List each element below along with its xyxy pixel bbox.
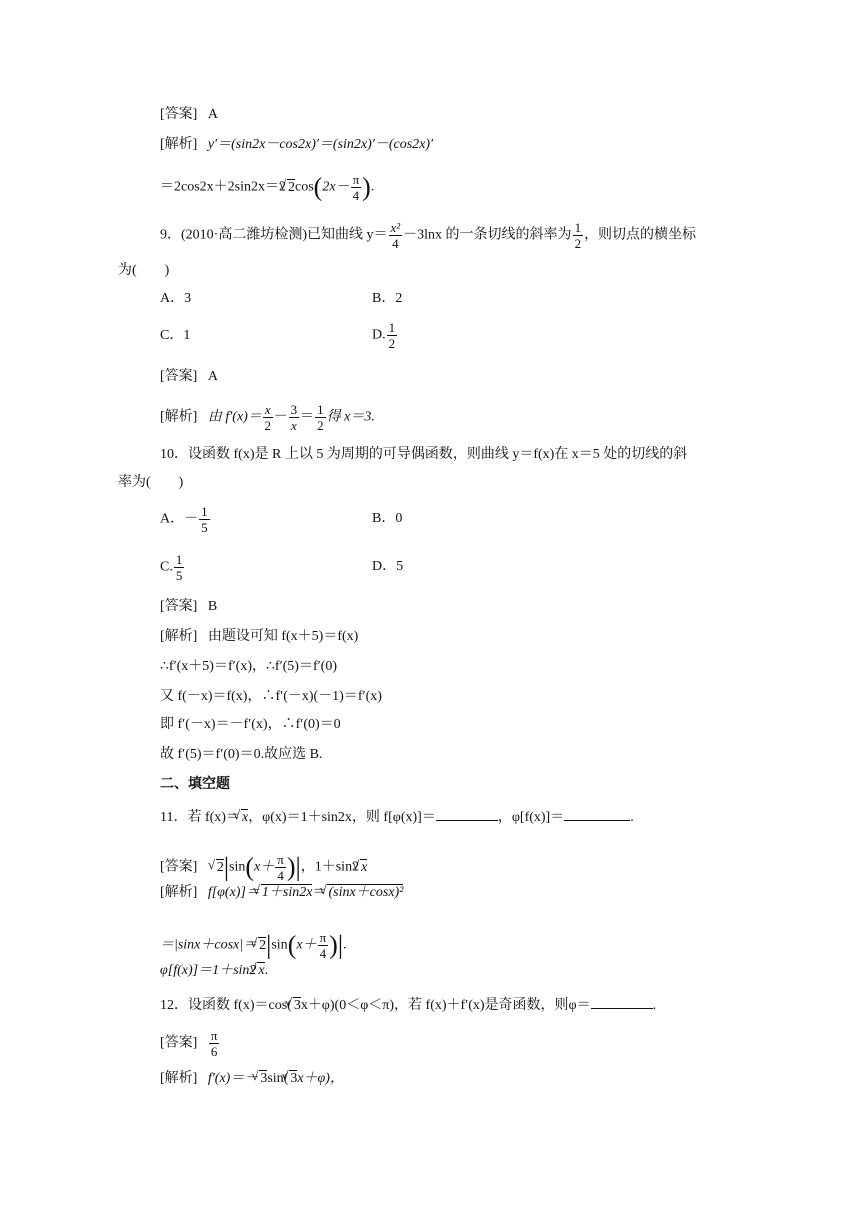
q11-analysis-2: ＝|sinx＋cosx|＝√ 2|sin(x＋ $\frac{\pi}{4}$ )|. [160,930,347,961]
q10-option-d[interactable]: D．5 [372,559,404,574]
derivative-expression: y′＝(sin2x－cos2x)′＝(sin2x)′－(cos2x)′ [207,137,434,152]
answer-value: A [207,107,218,122]
q9-stem: 9．(2010·高二潍坊检测)已知曲线 y＝ $\frac{\text{x²}}{4}$ －3lnx 的一条切线的斜率为 $\frac{1}{2}$ ，则切点的横坐标 [160,220,697,251]
q10-option-a[interactable]: A．－ $\frac{1}{5}$ [160,504,208,535]
fraction: $\frac{1}{5}$ [175,552,183,583]
fraction: $\frac{1}{2}$ [574,220,582,251]
q9-stem-line2: 为( ) [118,263,170,278]
q10-stem: 10．设函数 f(x)是 R 上以 5 为周期的可导偶函数，则曲线 y＝f(x)在 x＝5 处的切线的斜 [160,447,688,462]
q8-answer [160,106,218,124]
expression: ＝2cos2x＋2sin2x＝2 [160,179,286,195]
q12-stem: 12．设函数 f(x)＝cos(√ 3x＋φ)(0＜φ＜π)，若 f(x)＋f′(x)是奇函数，则φ＝ . [160,994,656,1015]
q8-analysis-line2: ＝2cos2x＋2sin2x＝2√ 2cos(2x－ $\frac{\pi}{4}$ ). [160,172,374,203]
q9-option-a[interactable]: A．3 [160,291,192,306]
section-heading: 二、填空题 [160,777,230,792]
q12-analysis: [解析] f′(x)＝－√ 3sin(√ 3x＋φ)， [160,1070,344,1088]
q10-analysis-3: 又 f(－x)＝f(x)，∴f′(－x)(－1)＝f′(x) [160,689,382,704]
q9-answer: [答案] A [160,369,218,384]
q10-option-b[interactable]: B．0 [372,511,403,526]
q11-analysis-1: [解析] f[φ(x)]＝√ 1＋sin2x＝√ (sinx＋cosx)² [160,884,403,902]
fraction: $\frac{\pi}{4}$ [352,172,360,203]
q11-stem: 11．若 f(x)＝√ x，φ(x)＝1＋sin2x，则 f[φ(x)]＝ ，φ[f(x)]＝ . [160,806,634,827]
q10-option-c[interactable]: C. $\frac{1}{5}$ [160,552,183,583]
q11-analysis-3: φ[f(x)]＝1＋sin2√ x. [160,962,268,980]
fraction: $\frac{\text{x²}}{4}$ [390,220,401,251]
answer-tag: [答案] [160,107,198,122]
q10-answer: [答案] B [160,599,218,614]
q10-analysis-5: 故 f′(5)＝f′(0)＝0.故应选 B. [160,747,323,762]
q10-analysis-1: [解析] 由题设可知 f(x＋5)＝f(x) [160,629,359,644]
q10-analysis-4: 即 f′(－x)＝－f′(x)，∴f′(0)＝0 [160,717,341,732]
q12-answer: [答案] $\frac{\pi}{6}$ [160,1028,218,1059]
q8-analysis-line1 [160,136,433,154]
q9-analysis: [解析] 由 f′(x)＝ $\frac{x}{2}$ － $\frac{3}{x}$ ＝ $\frac{1}{2}$ 得 x＝3. [160,402,375,433]
q11-answer: [答案] √ 2|sin(x＋ $\frac{\pi}{4}$ )|，1＋sin2√ x [160,852,367,883]
q10-analysis-2: ∴f′(x＋5)＝f′(x)，∴f′(5)＝f′(0) [160,659,338,674]
q9-option-c[interactable]: C．1 [160,328,191,343]
fraction: $\frac{1}{5}$ [201,504,208,535]
fraction: $\frac{1}{2}$ [388,320,396,351]
q9-option-b[interactable]: B．2 [372,291,403,306]
sqrt: √ 2 [287,179,295,195]
q10-stem-line2: 率为( ) [118,475,184,490]
analysis-tag: [解析] [160,137,198,152]
q9-option-d[interactable]: D. $\frac{1}{2}$ [372,320,396,351]
